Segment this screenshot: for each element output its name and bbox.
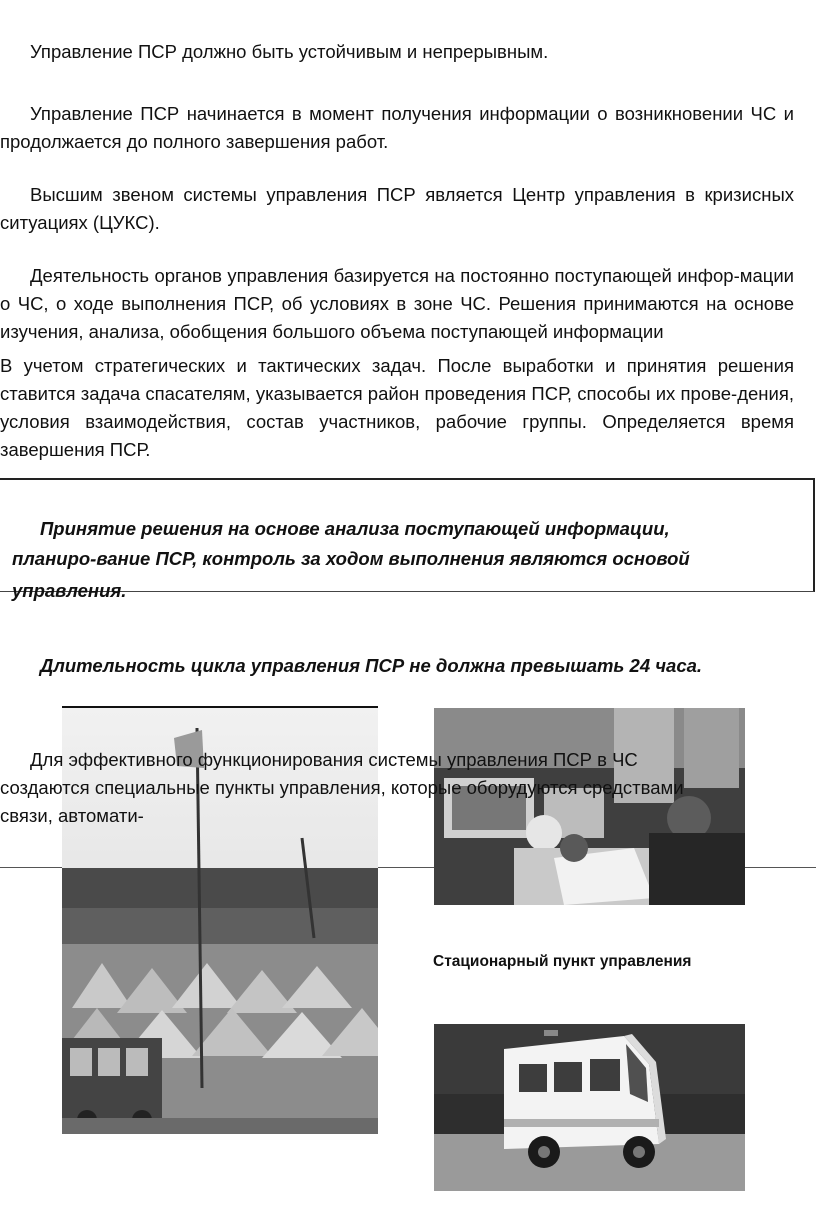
duration-note: Длительность цикла управления ПСР не должна превышать 24 часа. xyxy=(40,655,703,676)
highlight-line-2: планиро-вание ПСР, контроль за ходом выполнения являются основой xyxy=(12,548,690,569)
overlay-paragraph-line-3: связи, автомати- xyxy=(0,805,144,826)
control-room-photo xyxy=(434,708,745,905)
highlight-line-1: Принятие решения на основе анализа поступающей информации, xyxy=(40,518,670,539)
divider-middle xyxy=(378,867,434,868)
divider-left xyxy=(0,867,62,868)
paragraph-1: Управление ПСР должно быть устойчивым и непрерывным. xyxy=(30,41,549,62)
paragraph-2: Управление ПСР начинается в момент получения информации о возникновении ЧС и продолжается до полного завершения работ. xyxy=(0,103,794,152)
mobile-vehicle-photo xyxy=(434,1024,745,1191)
overlay-paragraph-line-1: Для эффективного функционирования системы управления ПСР в ЧС xyxy=(30,749,638,770)
paragraph-5: В учетом стратегических и тактических задач. После выработки и принятия решения ставится задача спасателям, указывается район проведения ПСР, способы их прове-дения, условия взаимодействия, состав участников, рабочие группы. Определяется время завершения ПСР. xyxy=(0,355,794,460)
paragraph-3: Высшим звеном системы управления ПСР является Центр управления в кризисных ситуациях (ЦУКС). xyxy=(0,184,794,233)
overlay-paragraph-line-2: создаются специальные пункты управления, которые оборудуются средствами xyxy=(0,777,684,798)
divider-right xyxy=(745,867,816,868)
paragraph-4: Деятельность органов управления базируется на постоянно поступающей инфор-мации о ЧС, о ходе выполнения ПСР, об условиях в зоне ЧС. Решения принимаются на основе изучения, анализа, обобщения большого объема поступающей информации xyxy=(0,265,794,342)
stationary-point-caption: Стационарный пункт управления xyxy=(433,953,692,970)
highlight-line-3: управления. xyxy=(12,580,127,601)
